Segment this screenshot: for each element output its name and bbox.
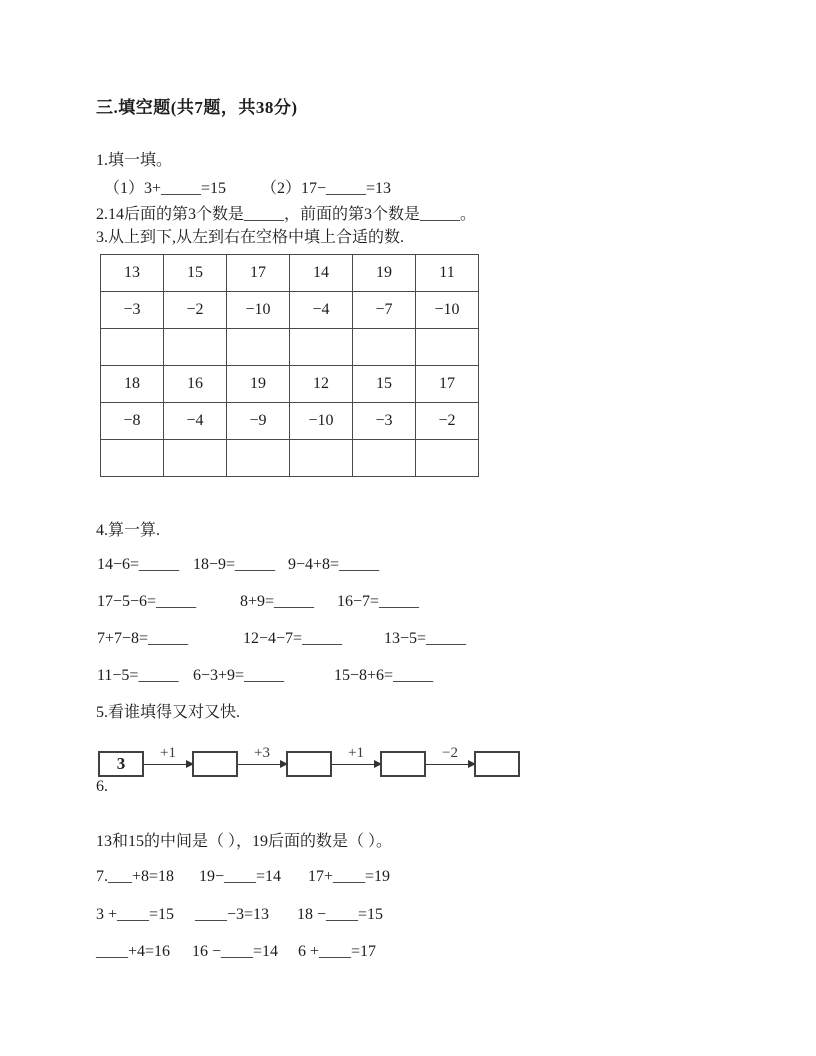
equation: 6−3+9=_____ [193, 667, 285, 684]
section-title: 三.填空题(共7题，共38分) [96, 98, 298, 117]
equation: 17−5−6=_____ [97, 593, 197, 610]
equation: 15−8+6=_____ [334, 667, 434, 684]
q6-text: 13和15的中间是（ ），19后面的数是（ ）。 [96, 833, 393, 850]
q5-label: 5.看谁填得又对又快. [96, 704, 241, 721]
equation: 7+7−8=_____ [97, 630, 189, 647]
right-arrow-icon [426, 764, 474, 765]
table-row [101, 292, 479, 329]
arrow-step-label: +1 [160, 745, 176, 761]
table-cell: 18 [101, 366, 164, 403]
arrow-step-label: −2 [442, 745, 458, 761]
right-arrow-icon [332, 764, 380, 765]
chain-box-blank-3 [380, 751, 426, 777]
table-cell: −10 [416, 292, 479, 329]
chain-arrow-3 [332, 746, 380, 777]
q4-line-1 [97, 556, 757, 580]
chain-arrow-2 [238, 746, 286, 777]
table-cell: 13 [101, 255, 164, 292]
table-row [101, 440, 479, 477]
table-row [101, 329, 479, 366]
q6-number: 6. [96, 778, 108, 795]
table-cell: −3 [353, 403, 416, 440]
table-cell: −10 [290, 403, 353, 440]
equation: 19−____=14 [199, 868, 282, 885]
table-cell-blank [101, 440, 164, 477]
equation: 7.___+8=18 [96, 868, 175, 885]
table-cell-blank [164, 329, 227, 366]
table-cell-blank [101, 329, 164, 366]
table-row [101, 403, 479, 440]
table-cell: −2 [164, 292, 227, 329]
table-cell: −7 [353, 292, 416, 329]
table-cell: −9 [227, 403, 290, 440]
equation: 18 −____=15 [297, 906, 384, 923]
table-cell: 14 [290, 255, 353, 292]
table-cell: 19 [353, 255, 416, 292]
equation: ____+4=16 [96, 943, 171, 960]
table-cell: 17 [227, 255, 290, 292]
table-cell: −4 [164, 403, 227, 440]
right-arrow-icon [238, 764, 286, 765]
table-cell-blank [416, 329, 479, 366]
table-cell: 15 [353, 366, 416, 403]
equation: 16−7=_____ [337, 593, 420, 610]
q1-parts [104, 175, 764, 199]
table-cell: 12 [290, 366, 353, 403]
chain-box-blank-4 [474, 751, 520, 777]
fill-number-table [100, 254, 479, 477]
equation: 13−5=_____ [384, 630, 467, 647]
q7-line-3 [96, 943, 756, 967]
table-cell: 15 [164, 255, 227, 292]
equation: 3 +____=15 [96, 906, 175, 923]
equation: 11−5=_____ [97, 667, 179, 684]
table-cell-blank [227, 440, 290, 477]
table-cell-blank [227, 329, 290, 366]
q4-line-3 [97, 630, 757, 654]
table-row [101, 366, 479, 403]
table-cell: −3 [101, 292, 164, 329]
number-chain [98, 731, 520, 777]
q7-line-1 [96, 868, 756, 892]
q4-line-2 [97, 593, 757, 617]
q4-line-4 [97, 667, 757, 691]
table-cell: 11 [416, 255, 479, 292]
q4-label: 4.算一算. [96, 522, 161, 539]
equation: 9−4+8=_____ [288, 556, 380, 573]
chain-box-blank-2 [286, 751, 332, 777]
table-cell: 17 [416, 366, 479, 403]
table-cell-blank [353, 329, 416, 366]
equation: 17+____=19 [308, 868, 391, 885]
equation: 18−9=_____ [193, 556, 276, 573]
q2-text: 2.14后面的第3个数是_____，前面的第3个数是_____。 [96, 206, 477, 223]
table-cell-blank [290, 440, 353, 477]
table-cell-blank [353, 440, 416, 477]
equation: 16 −____=14 [192, 943, 279, 960]
table-cell-blank [416, 440, 479, 477]
q3-label: 3.从上到下,从左到右在空格中填上合适的数. [96, 229, 405, 246]
q1-part-2: （2）17−_____=13 [261, 180, 392, 197]
table-cell: −2 [416, 403, 479, 440]
equation: 12−4−7=_____ [243, 630, 343, 647]
equation: 6 +____=17 [298, 943, 377, 960]
table-cell: 19 [227, 366, 290, 403]
equation: 14−6=_____ [97, 556, 180, 573]
table-cell: −4 [290, 292, 353, 329]
table-cell-blank [290, 329, 353, 366]
table-cell: −8 [101, 403, 164, 440]
chain-box-blank-1 [192, 751, 238, 777]
chain-arrow-4 [426, 746, 474, 777]
right-arrow-icon [144, 764, 192, 765]
chain-start-value: 3 [116, 754, 126, 773]
q1-part-1: （1）3+_____=15 [104, 180, 227, 197]
chain-arrow-1 [144, 746, 192, 777]
table-row [101, 255, 479, 292]
table-cell-blank [164, 440, 227, 477]
equation: ____−3=13 [195, 906, 270, 923]
chain-box-start [98, 751, 144, 777]
q7-line-2 [96, 906, 756, 930]
arrow-step-label: +3 [254, 745, 270, 761]
equation: 8+9=_____ [240, 593, 315, 610]
arrow-step-label: +1 [348, 745, 364, 761]
table-cell: −10 [227, 292, 290, 329]
q1-label: 1.填一填。 [96, 152, 173, 169]
table-cell: 16 [164, 366, 227, 403]
